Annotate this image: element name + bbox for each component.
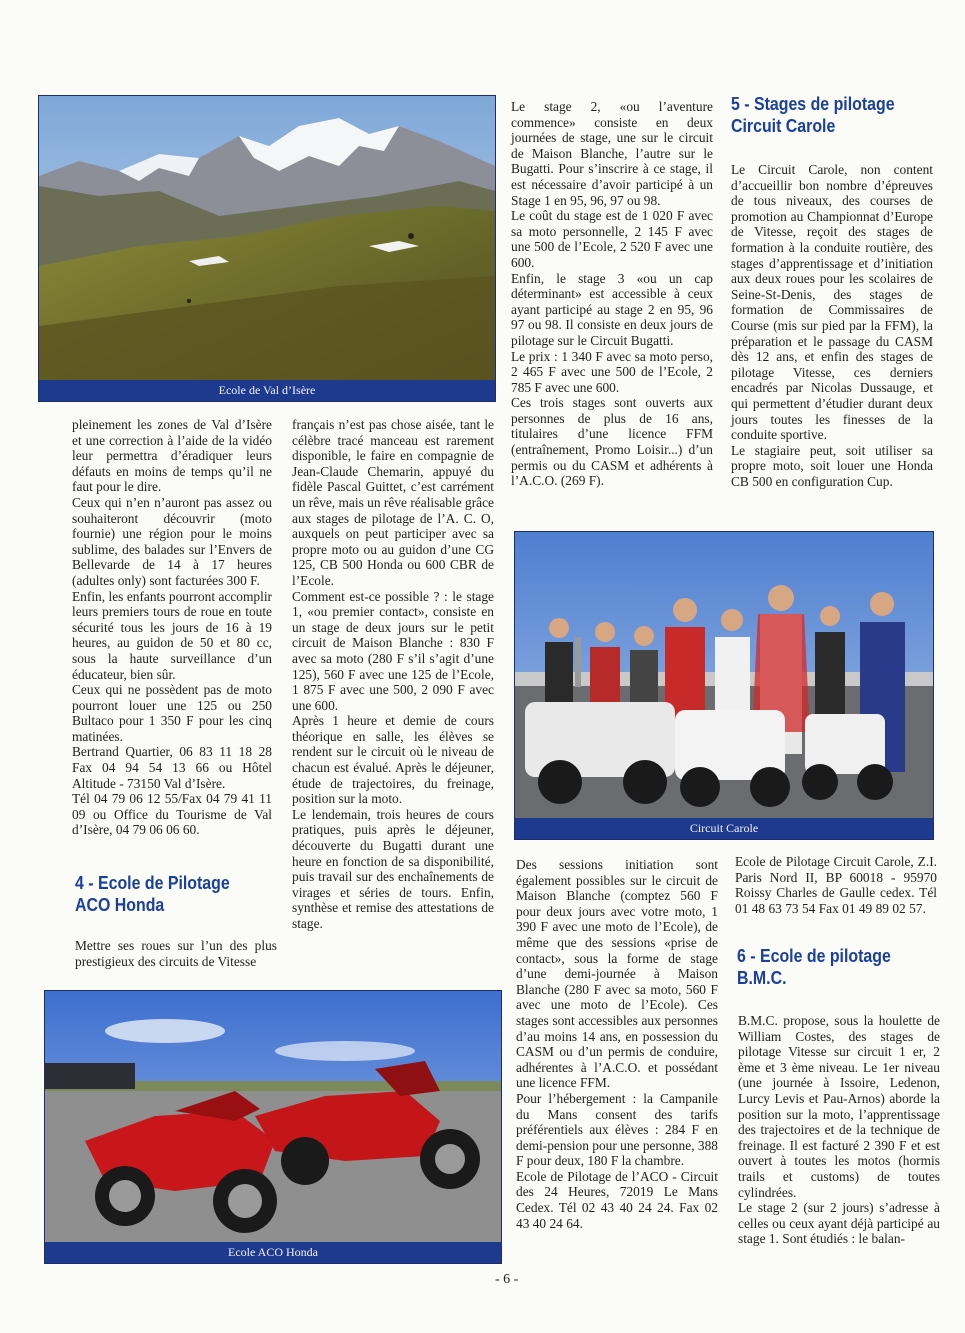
section-heading-line: Circuit Carole (731, 115, 836, 136)
photo-caption: Ecole de Val d’Isère (39, 380, 495, 401)
paragraph: Le Circuit Carole, non content d’accueillir bon nombre d’épreuves de tous niveaux, des courses de promotion au Championnat d’Europe de Vitesse, reçoit des stages de formation à la conduite routière, des stages d’apprentissage et d’initiation aux deux roues pour les scolaires de Seine-St-Denis, des stages de formation de Commissaires de Course (mis sur pied par la FFM), la préparation et le passage du CASM dès 12 ans, et enfin des stages de pilotage Vitesse, ces derniers encadrés par Nicolas Dussauge, et qui permettent d’étudier durant deux jours toutes les finesses de la conduite sportive. (731, 162, 933, 443)
section-4-intro (75, 938, 277, 969)
photo-caption: Circuit Carole (515, 818, 933, 839)
paragraph: Tél 04 79 06 12 55/Fax 04 79 41 11 09 ou Office du Tourisme de Val d’Isère, 04 79 06 06 60. (72, 791, 272, 838)
paragraph: Enfin, le stage 3 «ou un cap déterminant» est accessible à ceux ayant participé au stage 2 en 95, 96 97 ou 98. Il consiste en deux jours de pilotage sur le Circuit Bugatti. (511, 270, 713, 348)
paragraph: Le coût du stage est de 1 020 F avec sa moto personnelle, 2 145 F avec une 500 de l’Ecole, 2 520 F avec une 600. (511, 208, 713, 270)
group-riders-image (515, 532, 933, 839)
paragraph: Ceux qui ne possèdent pas de moto pourront louer une 125 ou 250 Bultaco pour 1 350 F pour les cinq matinées. (72, 682, 272, 744)
page-number: - 6 - (495, 1272, 519, 1287)
paragraph: Ecole de Pilotage de l’ACO - Circuit des 24 Heures, 72019 Le Mans Cedex. Tél 02 43 40 24 24. Fax 02 43 40 24 64. (516, 1168, 718, 1231)
photo-aco-honda (44, 990, 502, 1264)
section-4-heading (75, 872, 275, 916)
column-4-bottom (738, 1013, 940, 1247)
column-4-top (731, 162, 933, 489)
paragraph: Après 1 heure et demie de cours théorique en salle, les élèves se rendent sur le circuit où le niveau de chacun est évalué. Après le déjeuner, étude de trajectoires, du freinage, position sur la moto. (292, 713, 494, 807)
paragraph: Pour l’hébergement : la Campanile du Mans consent des tarifs préférentiels aux élèves : 284 F en demi-pension pour une personne, 388 F pour deux, 180 F la chambre. (516, 1090, 718, 1169)
photo-circuit-carole (514, 531, 934, 840)
paragraph: Le stagiaire peut, soit utiliser sa propre moto, soit louer une Honda CB 500 en configuration Cup. (731, 442, 933, 489)
section-heading-line: B.M.C. (737, 967, 787, 988)
paragraph: Le stage 2, «ou l’aventure commence» consiste en deux journées de stage, une sur le circuit de Maison Blanche, l’autre sur le Bugatti. Pour s’inscrire à ce stage, il est nécessaire d’avoir participé à un Stage 1 en 95, 96, 97 ou 98. (511, 99, 713, 208)
paragraph: Comment est-ce possible ? : le stage 1, «ou premier contact», consiste en un stage de deux jours sur le petit circuit de Maison Blanche : 830 F avec sa moto (280 F s’il s’agit d’une 125), 560 F avec une 125 de l’Ecole, 1 875 F avec une 500, 2 090 F avec une 600. (292, 588, 494, 713)
paragraph: pleinement les zones de Val d’Isère et une correction à l’aide de la vidéo leur permettra d’éradiquer leurs défauts en moins de temps qu’il ne faut pour le dire. (72, 417, 272, 495)
column-2 (292, 417, 494, 932)
column-4-contact (735, 854, 937, 916)
photo-val-disere (38, 95, 496, 402)
column-1 (72, 417, 272, 838)
photo-caption: Ecole ACO Honda (45, 1242, 501, 1263)
paragraph: Des sessions initiation sont également possibles sur le circuit de Maison Blanche (comptez 560 F pour deux jours avec votre moto, 1 390 F avec une moto de l’Ecole), de même que des sessions «prise de contact», sous la forme de stage d’une demi-journée à Maison Blanche (280 F avec sa moto, 560 F avec une moto de l’Ecole). Ces stages sont accessibles aux personnes d’au moins 14 ans, en possession du CASM ou d’un permis de conduire, adhérentes à l’A.C.O. et possédant une licence FFM. (516, 857, 718, 1091)
column-3-top (511, 99, 713, 489)
paragraph: Mettre ses roues sur l’un des plus prestigieux des circuits de Vitesse (75, 938, 277, 969)
paragraph: Ceux qui n’en n’auront pas assez ou souhaiteront découvrir (moto fournie) une région pour le moins sublime, des balades sur l’Envers de Bellevarde de 14 à 17 heures (adultes only) sont facturées 300 F. (72, 494, 272, 588)
paragraph: B.M.C. propose, sous la houlette de William Costes, des stages de pilotage Vitesse sur circuit 1 er, 2 ème et 3 ème niveau. Le 1er niveau (une journée à Issoire, Ledenon, Lurcy Levis et Pau-Arnos) aborde la position sur la moto, l’apprentissage des trajectoires et de la technique de freinage. Il est facturé 2 390 F et est ouvert à toutes les motos (hormis trails et customs) de toutes cylindrées. (738, 1013, 940, 1200)
paragraph: Ces trois stages sont ouverts aux personnes de plus de 16 ans, titulaires d’une licence FFM (entraînement, Promo Loisir...) d’un permis ou du CASM et adhérents à l’A.C.O. (269 F). (511, 395, 713, 489)
paragraph: Enfin, les enfants pourront accomplir leurs premiers tours de roue en toute sécurité tous les jours de 16 à 19 heures, au guidon de 50 et 80 cc, sous la haute surveillance d’un éducateur, bien sûr. (72, 588, 272, 682)
paragraph: Ecole de Pilotage Circuit Carole, Z.I. Paris Nord II, BP 60018 - 95970 Roissy Charles de Gaulle cedex. Tél 01 48 63 73 54 Fax 01 49 89 02 57. (735, 854, 937, 916)
section-heading-line: 5 - Stages de pilotage (731, 93, 895, 114)
paragraph: Le stage 2 (sur 2 jours) s’adresse à celles ou ceux ayant déjà participé au stage 1. Sont étudiés : le balan- (738, 1200, 940, 1247)
section-heading-line: 6 - Ecole de pilotage (737, 945, 891, 966)
paragraph: Le prix : 1 340 F avec sa moto perso, 2 465 F avec une 500 de l’Ecole, 2 785 F avec une 600. (511, 348, 713, 395)
column-3-bottom (516, 857, 718, 1231)
section-heading-line: 4 - Ecole de Pilotage (75, 872, 230, 893)
section-heading-line: ACO Honda (75, 894, 165, 915)
section-6-heading (737, 945, 937, 989)
section-5-heading (731, 93, 941, 137)
motorcycles-image (45, 991, 501, 1263)
paragraph: Le lendemain, trois heures de cours pratiques, puis après le déjeuner, découverte du Bugatti durant une heure en fonction de sa disponibilité, puis travail sur des enchaînements de virages et séries de tours. Enfin, synthèse et remise des attestations de stage. (292, 806, 494, 931)
paragraph: français n’est pas chose aisée, tant le célèbre tracé manceau est rarement disponible, le faire en compagnie de Jean-Claude Chemarin, appuyé du fidèle Pascal Guittet, c’est carrément un rêve, mais un rêve réalisable grâce aux stages de pilotage de l’A. C. O, auxquels on peut participer avec sa propre moto ou au guidon d’une CG 125, CB 500 Honda ou 600 CBR de l’Ecole. (292, 417, 494, 588)
mountain-landscape-image (39, 96, 495, 401)
paragraph: Bertrand Quartier, 06 83 11 18 28 Fax 04 94 54 13 66 ou Hôtel Altitude - 73150 Val d’Isère. (72, 744, 272, 791)
